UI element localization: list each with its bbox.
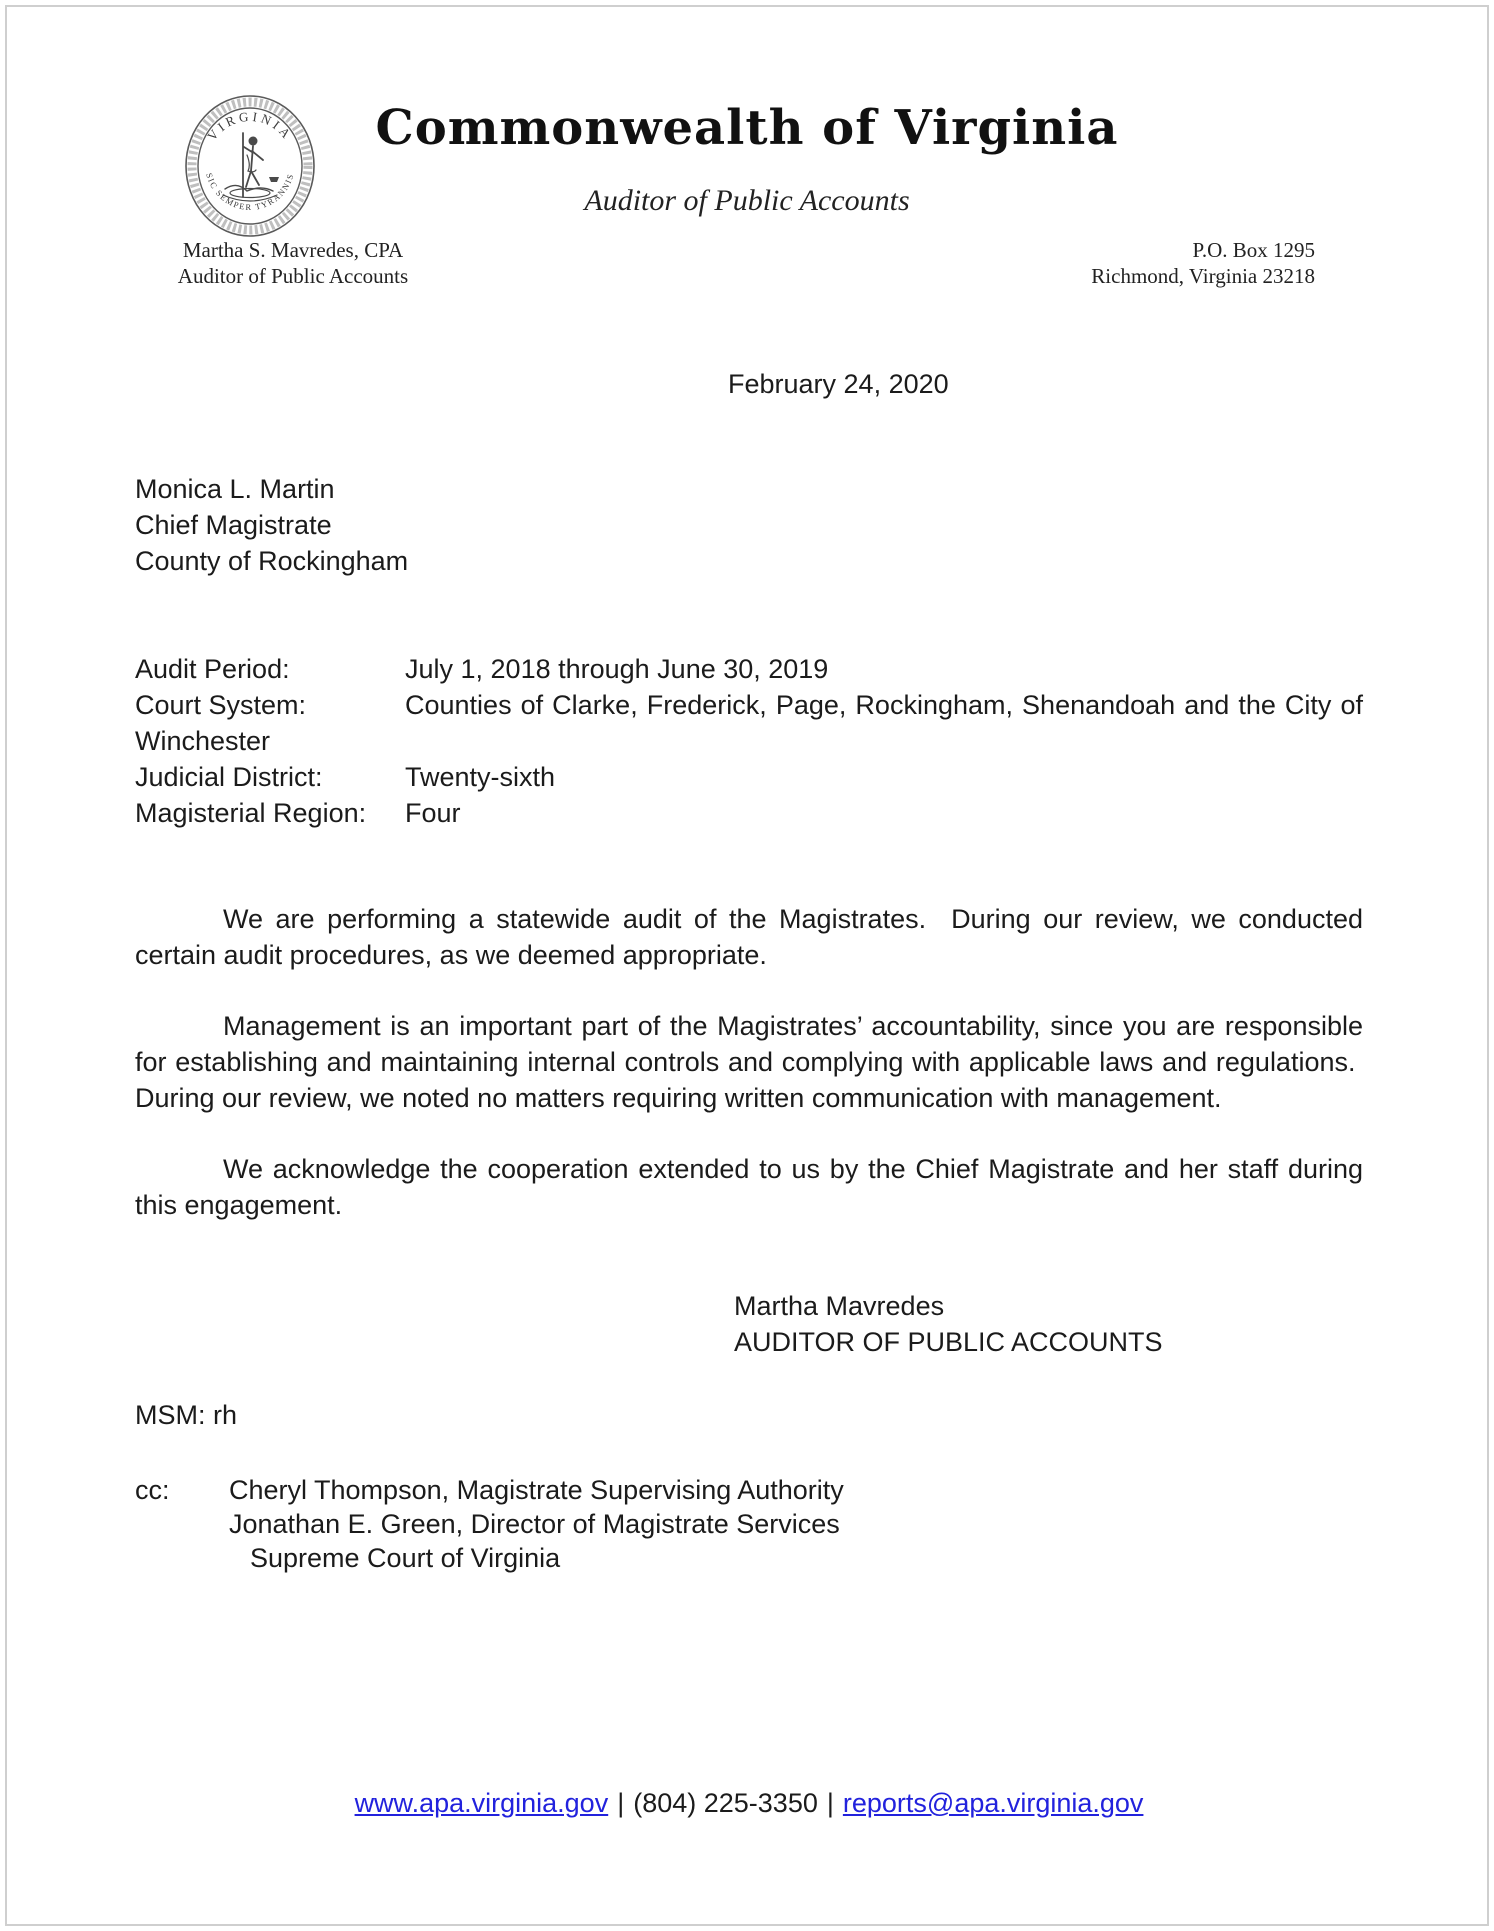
footer-contact-bar [135, 1788, 1363, 1819]
address-po-box: P.O. Box 1295 [1192, 238, 1315, 262]
footer-phone: (804) 225-3350 [633, 1788, 818, 1818]
letterhead-address-block [1091, 237, 1315, 289]
body-paragraph-1: We are performing a statewide audit of the Magistrates. During our review, we conducted certain audit procedures, as we deemed appropriate. [135, 904, 1363, 970]
recipient-title: Chief Magistrate [135, 510, 332, 540]
cc-names [229, 1473, 844, 1575]
footer-separator: | [826, 1788, 834, 1818]
website-link[interactable]: www.apa.virginia.gov [354, 1788, 609, 1818]
detail-row-judicial-district [135, 759, 1363, 795]
officer-title: Auditor of Public Accounts [177, 264, 409, 288]
signature-block [734, 1288, 1163, 1360]
detail-value: Four [405, 798, 461, 828]
detail-label: Judicial District: [135, 762, 323, 792]
cc-label: cc: [135, 1475, 170, 1505]
reference-initials: MSM: rh [135, 1400, 238, 1430]
detail-value-continuation: Winchester [135, 726, 271, 756]
detail-value: Twenty-sixth [405, 762, 556, 792]
detail-label: Magisterial Region: [135, 798, 367, 828]
address-city: Richmond, Virginia 23218 [1091, 264, 1315, 288]
recipient-name: Monica L. Martin [135, 474, 335, 504]
officer-name: Martha S. Mavredes, CPA [182, 238, 404, 262]
document-page [5, 5, 1489, 1926]
detail-row-magisterial-region [135, 795, 1363, 831]
organization-title: Commonwealth of Virginia [375, 100, 1119, 156]
detail-value: July 1, 2018 through June 30, 2019 [405, 654, 829, 684]
seal-top-text: VIRGINIA [204, 108, 296, 144]
detail-row-court-system [135, 687, 1363, 723]
body-paragraph-3: We acknowledge the cooperation extended to us by the Chief Magistrate and her staff during this engagement. [135, 1154, 1363, 1220]
cc-line: Supreme Court of Virginia [250, 1543, 561, 1573]
detail-label: Court System: [135, 690, 307, 720]
seal-bottom-text: SIC SEMPER TYRANNIS [204, 171, 296, 213]
signer-title: AUDITOR OF PUBLIC ACCOUNTS [734, 1327, 1163, 1357]
body-paragraph-2: Management is an important part of the Magistrates’ accountability, since you are responsible for establishing and maintaining internal controls and complying with applicable laws and regulations. During our review, we noted no matters requiring written communication with management. [135, 1011, 1363, 1113]
footer-separator: | [617, 1788, 625, 1818]
cc-line: Jonathan E. Green, Director of Magistrate Services [229, 1509, 840, 1539]
letter-date: February 24, 2020 [728, 369, 949, 399]
detail-row-audit-period [135, 651, 1363, 687]
recipient-block [135, 471, 408, 579]
cc-line: Cheryl Thompson, Magistrate Supervising Authority [229, 1475, 844, 1505]
organization-subtitle: Auditor of Public Accounts [584, 184, 910, 217]
signer-name: Martha Mavredes [734, 1291, 945, 1321]
audit-details-block [135, 651, 1363, 831]
email-link[interactable]: reports@apa.virginia.gov [842, 1788, 1144, 1818]
recipient-location: County of Rockingham [135, 546, 409, 576]
detail-value: Counties of Clarke, Frederick, Page, Rockingham, Shenandoah and the City of [405, 690, 1363, 720]
cc-block [135, 1473, 844, 1575]
detail-label: Audit Period: [135, 654, 290, 684]
letterhead-officer-block [165, 237, 421, 289]
